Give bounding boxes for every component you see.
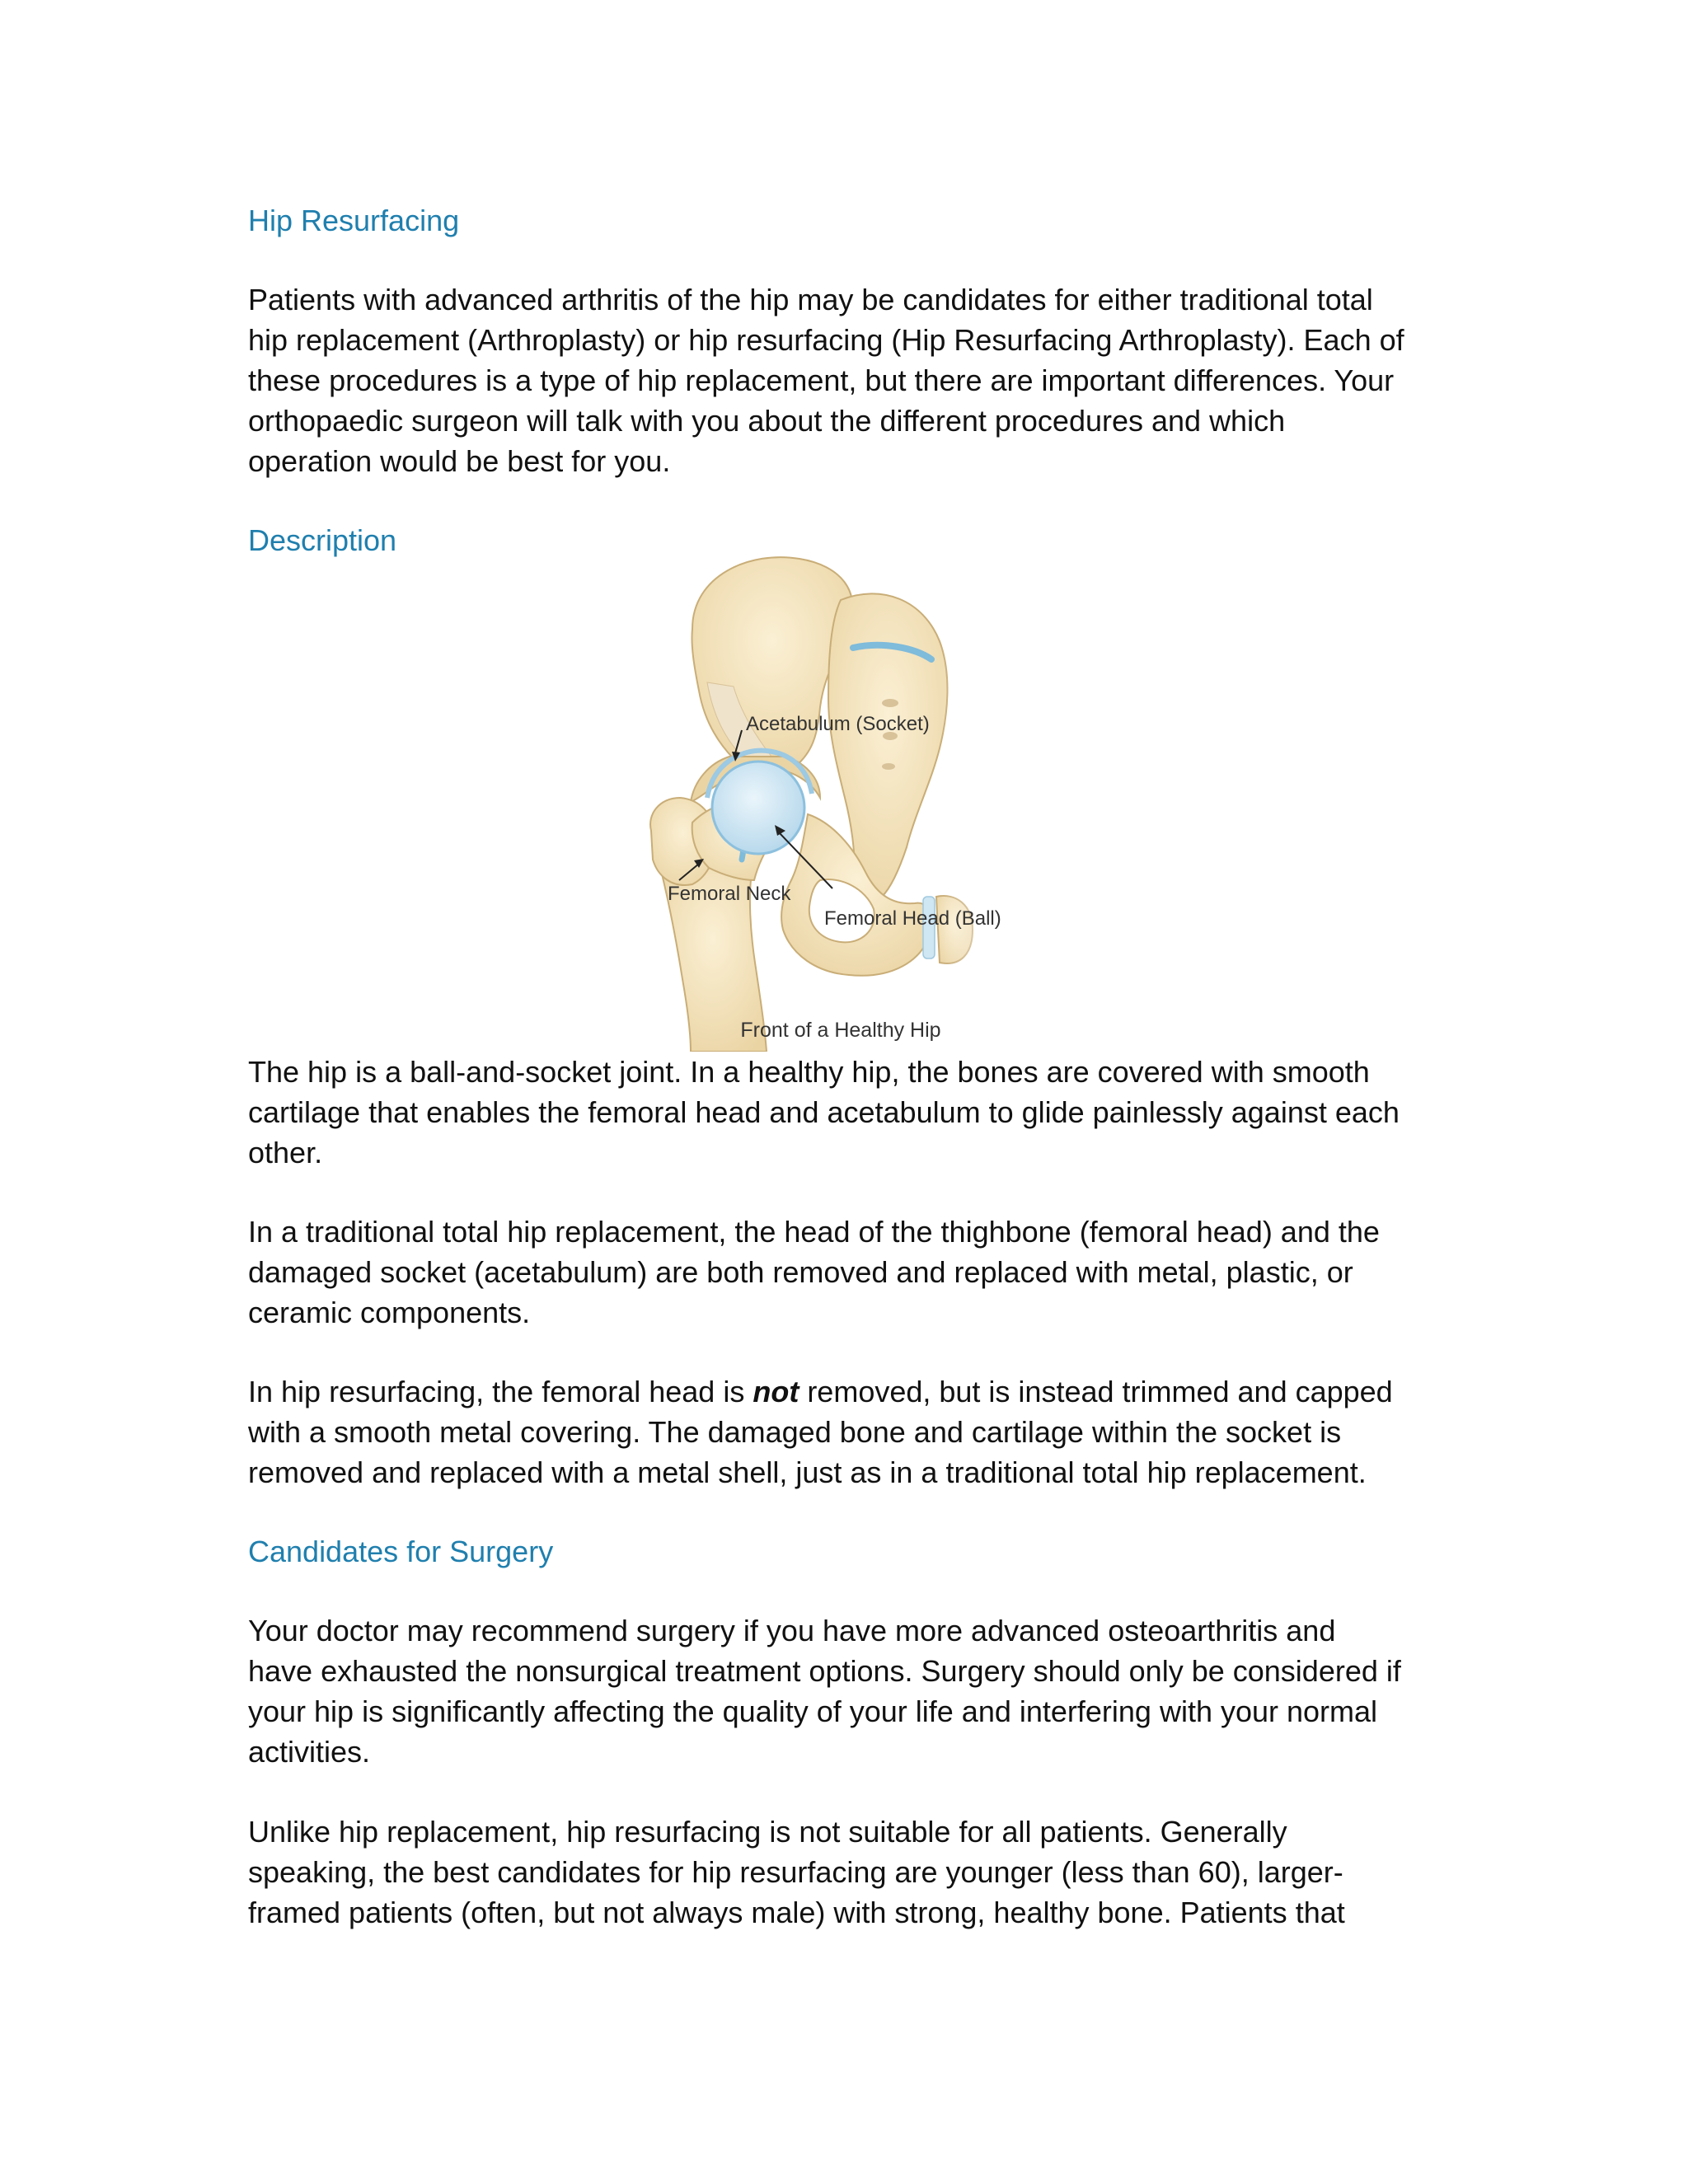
paragraph-line: framed patients (often, but not always male) with strong, healthy bone. Patients that bbox=[248, 1896, 1345, 1929]
description-paragraph-1 bbox=[248, 1052, 1451, 1173]
paragraph-line: your hip is significantly affecting the quality of your life and interfering with your normal bbox=[248, 1694, 1378, 1728]
paragraph-line: have exhausted the nonsurgical treatment options. Surgery should only be considered if bbox=[248, 1654, 1401, 1688]
figure-caption: Front of a Healthy Hip bbox=[740, 1019, 941, 1042]
paragraph-line: other. bbox=[248, 1136, 323, 1169]
sacral-foramen bbox=[882, 699, 898, 707]
intro-line: orthopaedic surgeon will talk with you about the different procedures and which bbox=[248, 404, 1286, 438]
paragraph-line: with a smooth metal covering. The damaged bone and cartilage within the socket is bbox=[248, 1415, 1342, 1449]
paragraph-line: activities. bbox=[248, 1735, 371, 1769]
description-heading: Description bbox=[248, 523, 397, 557]
paragraph-line: Your doctor may recommend surgery if you have more advanced osteoarthritis and bbox=[248, 1614, 1336, 1647]
paragraph-line bbox=[248, 1371, 1451, 1412]
hip-illustration-figure bbox=[643, 551, 1047, 1052]
femoral-head-ball bbox=[712, 762, 804, 854]
paragraph-line: ceramic components. bbox=[248, 1296, 531, 1329]
intro-line: these procedures is a type of hip replacement, but there are important differences. Your bbox=[248, 363, 1395, 397]
sacral-foramen bbox=[882, 763, 895, 770]
paragraph-line: Unlike hip replacement, hip resurfacing is not suitable for all patients. Generally bbox=[248, 1815, 1287, 1849]
intro-line: hip replacement (Arthroplasty) or hip resurfacing (Hip Resurfacing Arthroplasty). Each of bbox=[248, 323, 1404, 357]
candidates-paragraph-1 bbox=[248, 1610, 1451, 1772]
paragraph-line: The hip is a ball-and-socket joint. In a healthy hip, the bones are covered with smooth bbox=[248, 1055, 1370, 1089]
candidates-paragraph-2 bbox=[248, 1811, 1451, 1933]
paragraph-line: In a traditional total hip replacement, the head of the thighbone (femoral head) and the bbox=[248, 1215, 1380, 1249]
candidates-heading: Candidates for Surgery bbox=[248, 1535, 554, 1568]
label-femoral-neck: Femoral Neck bbox=[668, 883, 791, 905]
description-paragraph-2 bbox=[248, 1212, 1451, 1333]
intro-line: operation would be best for you. bbox=[248, 444, 671, 478]
page-title: Hip Resurfacing bbox=[248, 204, 460, 237]
intro-paragraph bbox=[248, 279, 1451, 481]
paragraph-line: damaged socket (acetabulum) are both removed and replaced with metal, plastic, or bbox=[248, 1255, 1353, 1289]
paragraph-line: speaking, the best candidates for hip resurfacing are younger (less than 60), larger- bbox=[248, 1855, 1343, 1889]
emphasis-not: not bbox=[753, 1375, 799, 1408]
paragraph-line: cartilage that enables the femoral head and acetabulum to glide painlessly against each bbox=[248, 1095, 1400, 1129]
text-span: removed, but is instead trimmed and capped bbox=[799, 1375, 1393, 1408]
illustration-fade bbox=[940, 551, 1047, 1012]
paragraph-line: removed and replaced with a metal shell, just as in a traditional total hip replacement. bbox=[248, 1455, 1367, 1489]
label-femoral-head: Femoral Head (Ball) bbox=[824, 907, 1001, 930]
hip-illustration bbox=[643, 551, 1047, 1052]
label-acetabulum: Acetabulum (Socket) bbox=[746, 713, 930, 735]
text-span: In hip resurfacing, the femoral head is bbox=[248, 1375, 753, 1408]
description-paragraph-3 bbox=[248, 1371, 1451, 1493]
intro-line: Patients with advanced arthritis of the hip may be candidates for either traditional total bbox=[248, 283, 1373, 316]
